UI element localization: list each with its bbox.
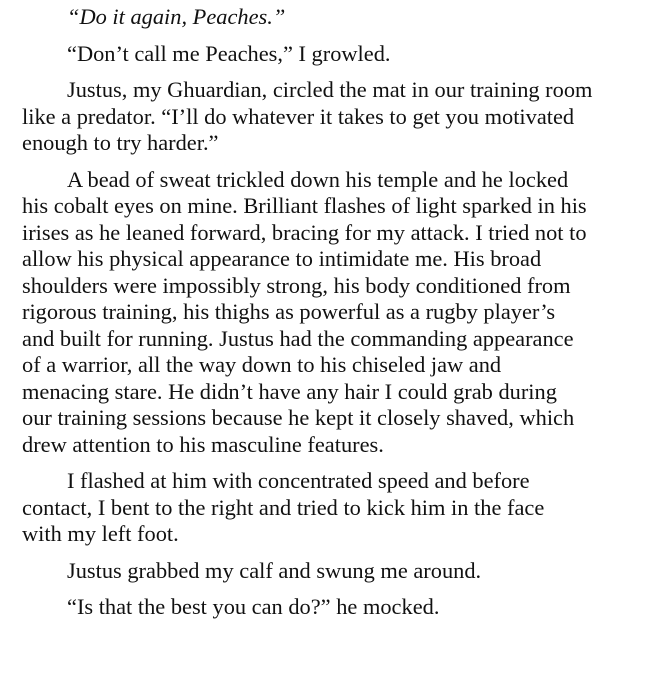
paragraph-4: A bead of sweat trickled down his temple and he locked his cobalt eyes on mine. Brilliant flashes of light sparked in his irises as he leaned forward, bracing for my attack. I tried not to allow his physical appearance to intimidate me. His broad shoulders were impossibly strong, his body conditioned from rigorous training, his thighs as powerful as a rugby player’s and built for running. Justus had the commanding appearance of a warrior, all the way down to his chiseled jaw and menacing stare. He didn’t have any hair I could grab during our training sessions because he kept it closely shaved, which drew attention to his masculine features.: [22, 166, 587, 457]
paragraph-3: Justus, my Ghuardian, circled the mat in our training room like a predator. “I’ll do whatever it takes to get you motivated enough to try harder.”: [22, 77, 593, 155]
paragraph-7: “Is that the best you can do?” he mocked.: [67, 594, 440, 619]
book-page: [22, 4, 662, 631]
paragraph-6: Justus grabbed my calf and swung me around.: [67, 557, 482, 583]
paragraph-5: I flashed at him with concentrated speed and before contact, I bent to the right and tried to kick him in the face with my left foot.: [22, 468, 545, 546]
paragraph-2: “Don’t call me Peaches,” I growled.: [67, 40, 391, 66]
paragraph-1: “Do it again, Peaches.”: [67, 4, 286, 29]
